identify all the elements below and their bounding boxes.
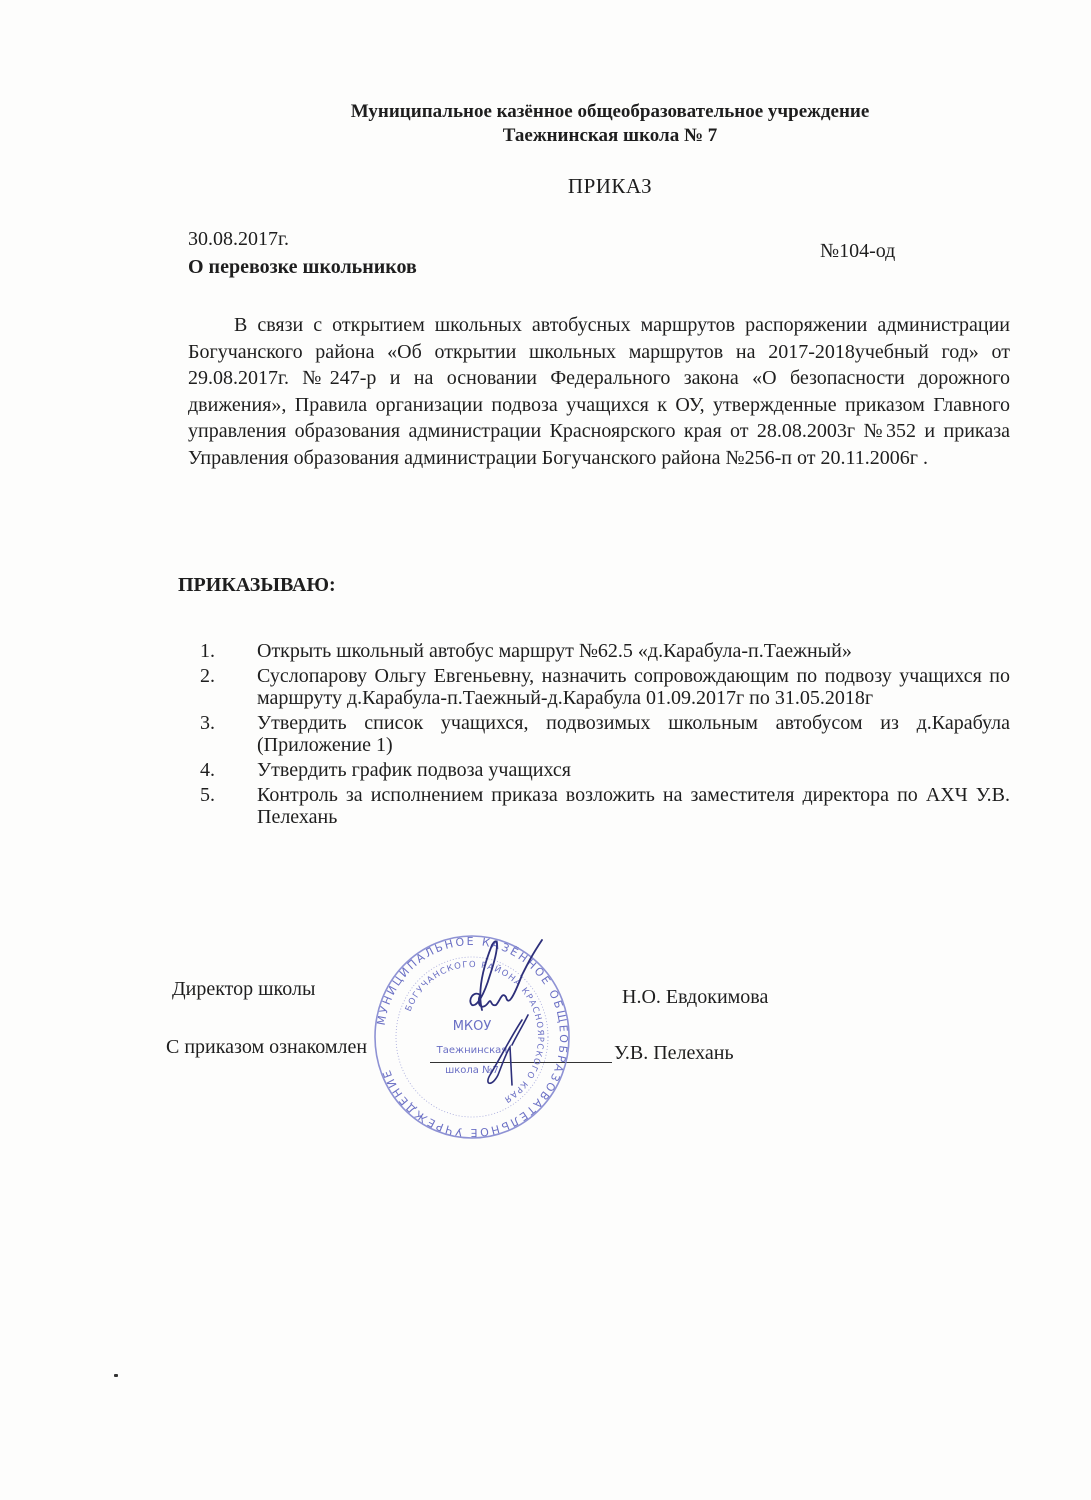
director-name: Н.О. Евдокимова xyxy=(622,986,769,1008)
order-item-text: Утвердить список учащихся, подвозимых школьным автобусом из д.Карабула (Приложение 1) xyxy=(257,712,1010,756)
order-item-number: 1. xyxy=(200,640,215,662)
order-heading: ПРИКАЗЫВАЮ: xyxy=(178,574,336,596)
order-item-text: Контроль за исполнением приказа возложить на заместителя директора по АХЧ У.В. Пелехань xyxy=(257,784,1010,828)
stamp-center-school: Таежнинская xyxy=(436,1045,508,1056)
stamp-center-number: школа №7 xyxy=(445,1065,499,1076)
director-label: Директор школы xyxy=(172,978,316,1000)
document-date: 30.08.2017г. xyxy=(188,228,289,250)
order-item-text: Суслопарову Ольгу Евгеньевну, назначить сопровождающим по подвозу учащихся по маршруту д.Карабула-п.Таежный-д.Карабула 01.09.2017г по 31.05.2018г xyxy=(257,665,1010,709)
order-item xyxy=(200,665,1010,709)
scan-artifact xyxy=(114,1374,118,1377)
acknowledged-label: С приказом ознакомлен xyxy=(166,1036,368,1058)
order-item-number: 5. xyxy=(200,784,215,806)
official-stamp xyxy=(372,935,572,1140)
order-item xyxy=(200,712,1010,756)
acknowledged-name: У.В. Пелехань xyxy=(614,1042,734,1064)
stamp-inner-text: БОГУЧАНСКОГО РАЙОНА КРАСНОЯРСКОГО КРАЯ xyxy=(403,959,546,1105)
document-type: ПРИКАЗ xyxy=(567,174,653,198)
document-number: №104-од xyxy=(820,240,896,262)
organization-header xyxy=(250,100,970,148)
order-item-number: 4. xyxy=(200,759,215,781)
order-item xyxy=(200,784,1010,828)
order-item xyxy=(200,759,1010,781)
school-name: Таежнинская школа № 7 xyxy=(502,125,718,146)
order-item xyxy=(200,640,1010,662)
stamp-outer-text: МУНИЦИПАЛЬНОЕ КАЗЁННОЕ ОБЩЕОБРАЗОВАТЕЛЬНОЕ УЧРЕЖДЕНИЕ xyxy=(374,935,571,1140)
stamp-inner-ring xyxy=(396,957,548,1117)
document-subject: О перевозке школьников xyxy=(188,256,417,278)
order-item-text: Открыть школьный автобус маршрут №62.5 «д.Карабула-п.Таежный» xyxy=(257,640,852,662)
organization-name: Муниципальное казённое общеобразовательное учреждение xyxy=(350,101,870,122)
order-list xyxy=(200,640,1010,831)
preamble-paragraph: В связи с открытием школьных автобусных маршрутов распоряжении администрации Богучанского района «Об открытии школьных маршрутов на 2017-2018учебный год» от 29.08.2017г. №247-р и на основании Федерального закона «О безопасности дорожного движения», Правила организации подвоза учащихся к ОУ, утвержденные приказом Главного управления образования администрации Красноярского края от 28.08.2003г №352 и приказа Управления образования администрации Богучанского района №256-п от 20.11.2006г . xyxy=(188,314,1010,469)
order-item-text: Утвердить график подвоза учащихся xyxy=(257,759,571,781)
order-item-number: 3. xyxy=(200,712,215,734)
order-item-number: 2. xyxy=(200,665,215,687)
stamp-center-abbr: МКОУ xyxy=(452,1019,492,1034)
